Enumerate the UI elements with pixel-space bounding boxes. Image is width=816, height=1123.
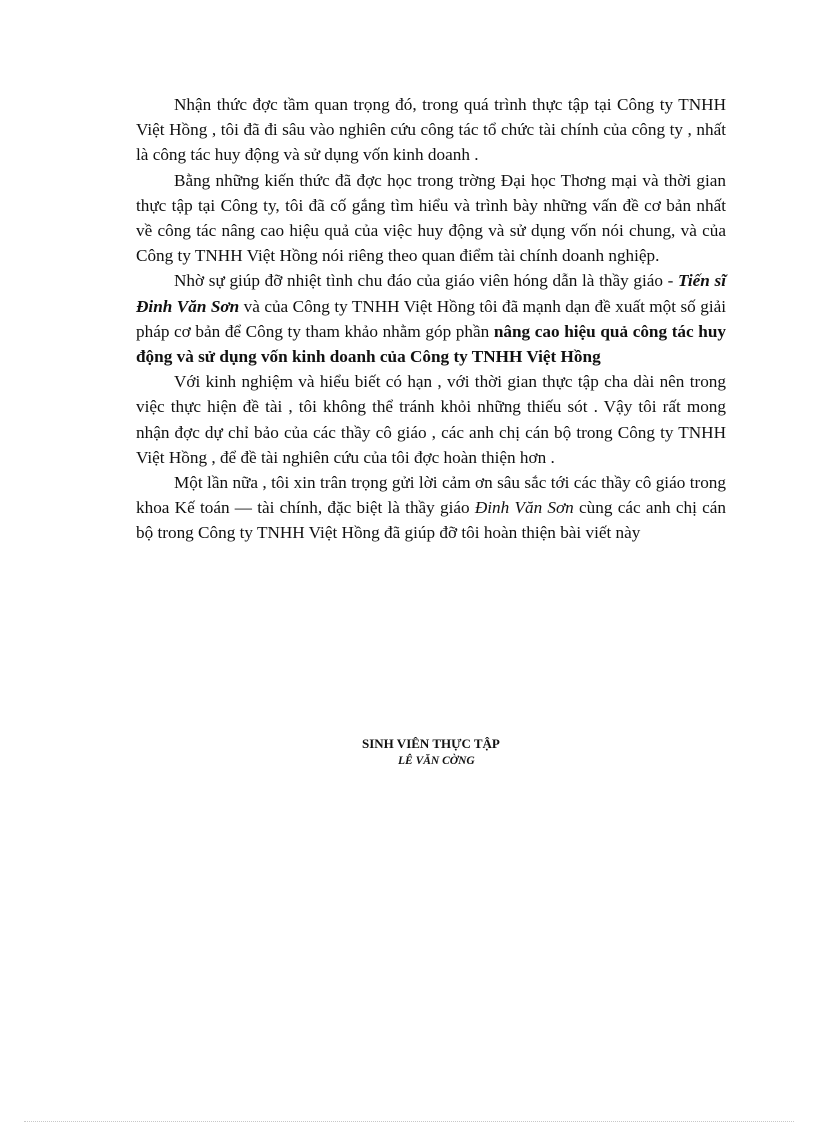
paragraph-5-end: cùng các anh chị cán bộ trong Công ty TNHH Việt Hồng đã giúp đỡ tôi hoàn thiện bài viết này xyxy=(136,498,726,543)
paragraph-5 xyxy=(136,470,726,546)
paragraph-2 xyxy=(136,168,726,269)
paragraph-2-text: Bằng những kiến thức đã đợc học trong trờng Đại học Thơng mại và thời gian thực tập tại Công ty, tôi đã cố gắng tìm hiểu và trình bày những vấn đề cơ bản nhất về công tác nâng cao hiệu quả của việc huy động và sử dụng vốn nói chung, và của Công ty TNHH Việt Hồng nói riêng theo quan điểm tài chính doanh nghiệp. xyxy=(136,170,726,266)
teacher-name: Đinh Văn Sơn xyxy=(474,498,574,518)
signature-name: LÊ VĂN CỜNG xyxy=(398,755,475,767)
paragraph-4-text: Với kinh nghiệm và hiểu biết có hạn , với thời gian thực tập cha dài nên trong việc thực hiện đề tài , tôi không thể tránh khỏi những thiếu sót . Vậy tôi rất mong nhận đợc dự chỉ bảo của các thầy cô giáo , các anh chị cán bộ trong Công ty TNHH Việt Hồng , để đề tài nghiên cứu của tôi đợc hoàn thiện hơn . xyxy=(136,372,726,467)
advisor-name: Tiến sĩ Đinh Văn Sơn xyxy=(136,271,726,316)
paragraph-3-start: Nhờ sự giúp đỡ nhiệt tình chu đáo của giáo viên hóng dẫn là thầy giáo - xyxy=(174,271,679,291)
signature-title: SINH VIÊN THỰC TẬP xyxy=(362,736,500,751)
paragraph-3 xyxy=(136,268,726,369)
paragraph-5-start: Một lần nữa , tôi xin trân trọng gửi lời cảm ơn sâu sắc tới các thầy cô giáo trong khoa Kế toán — tài chính, đặc biệt là thầy giáo xyxy=(136,473,726,518)
paragraph-1 xyxy=(136,92,726,168)
paragraph-1-text: Nhận thức đợc tầm quan trọng đó, trong quá trình thực tập tại Công ty TNHH Việt Hồng , tôi đã đi sâu vào nghiên cứu công tác tổ chức tài chính của công ty , nhất là công tác huy động và sử dụng vốn kinh doanh . xyxy=(136,95,726,165)
footer-divider xyxy=(24,1121,794,1122)
letter-body xyxy=(136,92,726,546)
paragraph-4 xyxy=(136,369,726,470)
paragraph-3-middle: và của Công ty TNHH Việt Hồng tôi đã mạnh dạn đề xuất một số giải pháp cơ bản để Công ty tham khảo nhằm góp phần xyxy=(136,296,727,341)
signature-block xyxy=(300,735,620,769)
thesis-topic: nâng cao hiệu quả công tác huy động và sử dụng vốn kinh doanh của Công ty TNHH Việt Hồng xyxy=(136,321,726,367)
